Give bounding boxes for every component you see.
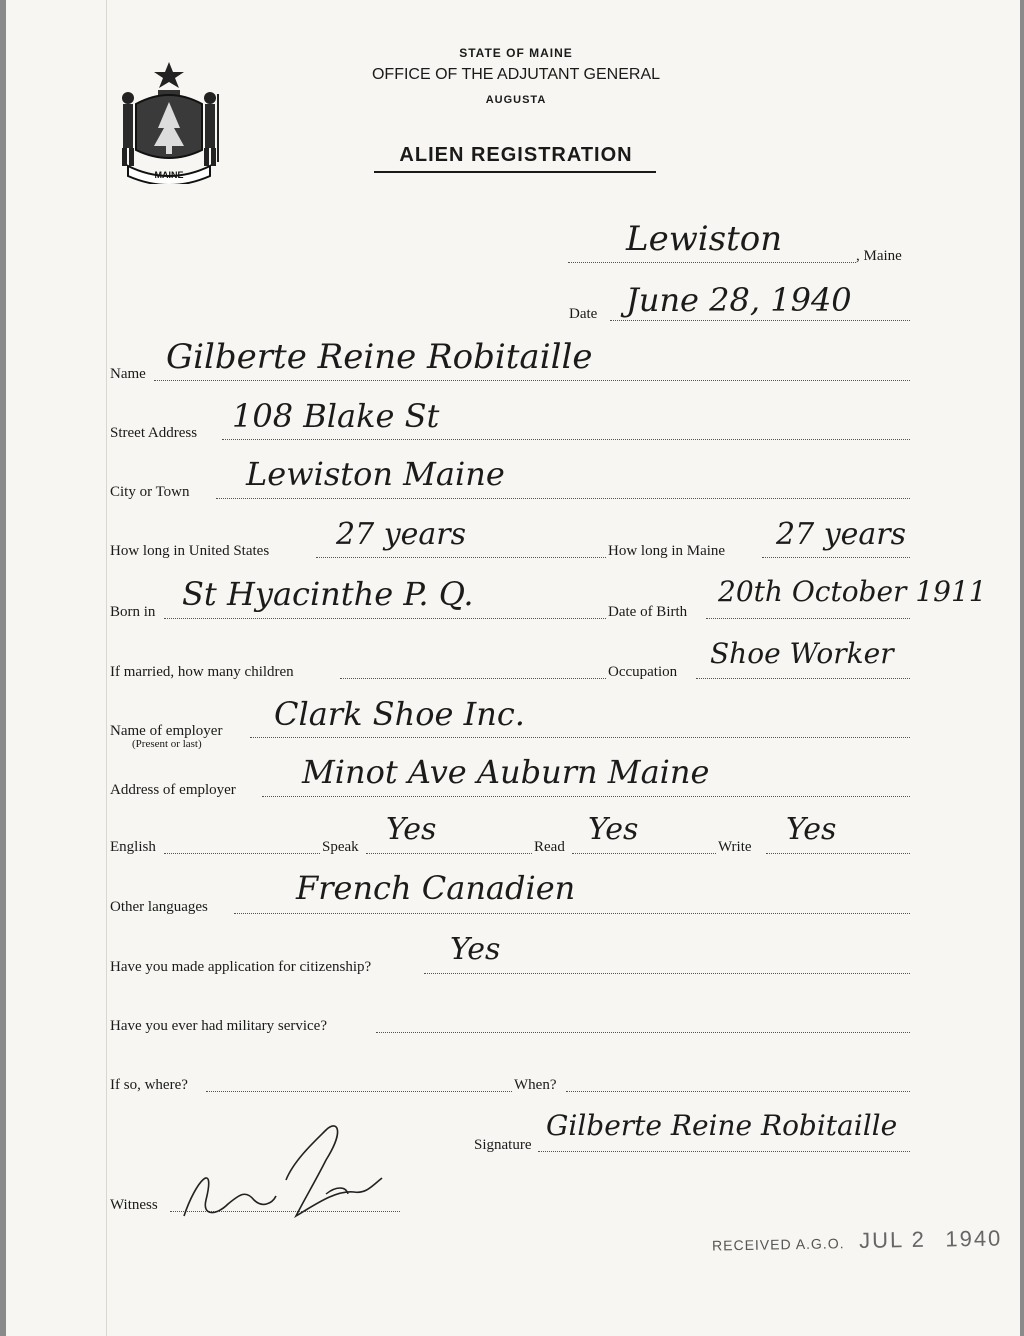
employer-sublabel: (Present or last) — [132, 738, 202, 750]
svg-text:MAINE: MAINE — [154, 170, 184, 180]
title-underline — [374, 171, 656, 173]
received-stamp — [712, 1225, 1003, 1256]
signature-label: Signature — [474, 1137, 532, 1153]
place-value: Lewiston — [626, 219, 783, 259]
name-value: Gilberte Reine Robitaille — [166, 337, 593, 377]
us-duration-label: How long in United States — [110, 543, 270, 559]
header-state: STATE OF MAINE — [459, 46, 573, 60]
maine-duration-label: How long in Maine — [608, 543, 726, 559]
where-label: If so, where? — [110, 1077, 188, 1093]
employer-address-value: Minot Ave Auburn Maine — [302, 753, 710, 791]
speak-label: Speak — [322, 839, 359, 855]
place-line — [568, 262, 856, 263]
citizenship-line — [424, 973, 910, 974]
when-line — [566, 1091, 910, 1092]
other-languages-line — [234, 913, 910, 914]
witness-label: Witness — [110, 1197, 158, 1213]
maine-duration-line — [762, 557, 910, 558]
birthplace-label: Born in — [110, 604, 156, 620]
employer-address-line — [262, 796, 910, 797]
speak-value: Yes — [386, 812, 437, 847]
children-label: If married, how many children — [110, 664, 294, 680]
when-label: When? — [514, 1077, 557, 1093]
name-label: Name — [110, 366, 146, 382]
city-line — [216, 498, 910, 499]
header-office: OFFICE OF THE ADJUTANT GENERAL — [371, 66, 661, 83]
read-line — [572, 853, 716, 854]
english-label: English — [110, 839, 156, 855]
employer-address-label: Address of employer — [110, 782, 236, 798]
stamp-prefix: RECEIVED A.G.O. — [711, 1235, 845, 1254]
dob-line — [706, 618, 910, 619]
speak-line — [366, 853, 532, 854]
citizenship-label: Have you made application for citizenship? — [110, 959, 372, 975]
place-suffix: , Maine — [856, 248, 902, 264]
date-label: Date — [569, 306, 598, 322]
date-value: June 28, 1940 — [626, 281, 852, 319]
city-value: Lewiston Maine — [246, 455, 505, 493]
write-value: Yes — [786, 812, 837, 847]
other-languages-label: Other languages — [110, 899, 208, 915]
write-line — [766, 853, 910, 854]
form-title: ALIEN REGISTRATION — [399, 144, 633, 166]
birthplace-value: St Hyacinthe P. Q. — [182, 575, 474, 613]
occupation-line — [696, 678, 910, 679]
military-label: Have you ever had military service? — [110, 1018, 327, 1034]
registration-form — [6, 0, 1020, 1336]
date-line — [610, 320, 910, 321]
stamp-year: 1940 — [945, 1225, 1003, 1252]
children-line — [340, 678, 606, 679]
write-label: Write — [718, 839, 752, 855]
city-label: City or Town — [110, 484, 190, 500]
read-value: Yes — [588, 812, 639, 847]
street-label: Street Address — [110, 425, 198, 441]
dob-label: Date of Birth — [608, 604, 688, 620]
occupation-label: Occupation — [608, 664, 678, 680]
signature-line — [538, 1151, 910, 1152]
military-line — [376, 1032, 910, 1033]
birthplace-line — [164, 618, 606, 619]
maine-duration-value: 27 years — [776, 517, 907, 552]
witness-signature — [176, 1120, 396, 1230]
read-label: Read — [534, 839, 565, 855]
other-languages-value: French Canadien — [296, 869, 576, 907]
name-line — [154, 380, 910, 381]
header-city: AUGUSTA — [485, 94, 547, 106]
employer-value: Clark Shoe Inc. — [274, 695, 525, 733]
us-duration-value: 27 years — [336, 517, 467, 552]
us-duration-line — [316, 557, 606, 558]
dob-value: 20th October 1911 — [718, 575, 987, 608]
street-value: 108 Blake St — [232, 397, 440, 435]
stamp-date: JUL 2 — [858, 1226, 927, 1253]
signature-value: Gilberte Reine Robitaille — [546, 1109, 898, 1142]
employer-line — [250, 737, 910, 738]
english-line — [164, 853, 320, 854]
occupation-value: Shoe Worker — [710, 637, 894, 670]
where-line — [206, 1091, 512, 1092]
street-line — [222, 439, 910, 440]
citizenship-value: Yes — [450, 932, 501, 967]
employer-label: Name of employer — [110, 723, 223, 739]
